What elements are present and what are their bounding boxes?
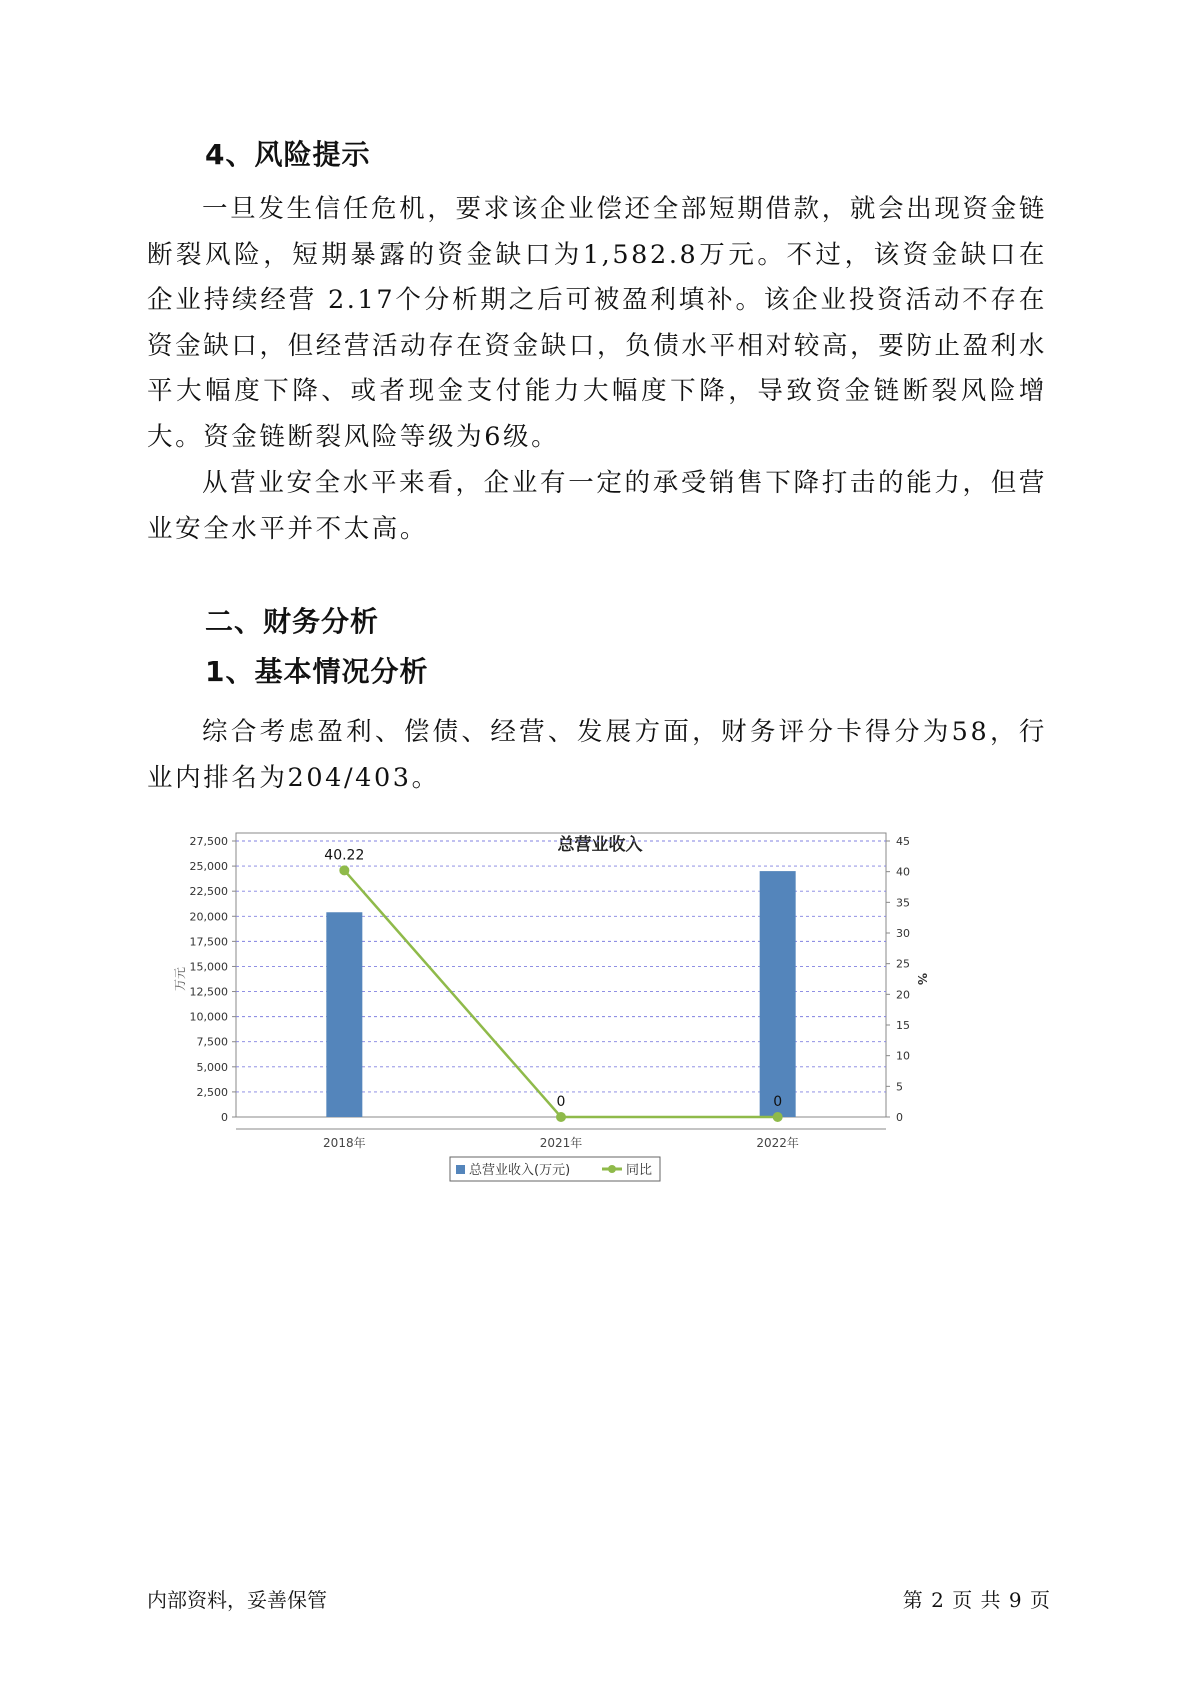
y2-tick-label: 5	[896, 1080, 903, 1094]
legend-label-yoy: 同比	[626, 1163, 653, 1178]
basic-heading: 1、基本情况分析	[205, 655, 429, 688]
y-axis-label: 万元	[173, 966, 187, 992]
y-tick-label: 27,500	[189, 835, 228, 848]
y-tick-label: 2,500	[196, 1085, 228, 1099]
legend-swatch-revenue	[456, 1165, 465, 1174]
y-tick-label: 0	[221, 1111, 228, 1124]
y2-tick-label: 10	[896, 1049, 910, 1063]
footer-note: 内部资料，妥善保管	[147, 1588, 327, 1612]
y-tick-label: 12,500	[189, 985, 228, 999]
yoy-line	[344, 870, 777, 1117]
y2-axis-label: %	[915, 972, 929, 986]
risk-paragraph-1: 一旦发生信任危机，要求该企业偿还全部短期借款，就会出现资金链断裂风险，短期暴露的资金缺口为1,582.8万元。不过，该资金缺口在企业持续经营 2.17个分析期之后可被盈利填补。该企业投资活动不存在资金缺口，但经营活动存在资金缺口，负债水平相对较高，要防止盈利水平大幅度下降、或者现金支付能力大幅度下降，导致资金链断裂风险增大。资金链断裂风险等级为6级。	[147, 194, 1047, 452]
basic-paragraph: 综合考虑盈利、偿债、经营、发展方面，财务评分卡得分为58，行业内排名为204/403。	[147, 717, 1047, 793]
revenue-bar	[760, 871, 796, 1117]
legend-label-revenue: 总营业收入(万元)	[469, 1163, 571, 1178]
page-number: 第 2 页 共 9 页	[902, 1588, 1051, 1612]
y2-tick-label: 40	[896, 865, 910, 879]
y-tick-label: 5,000	[196, 1060, 228, 1074]
y2-tick-label: 35	[896, 896, 910, 910]
y-tick-label: 15,000	[189, 960, 228, 974]
yoy-data-label: 0	[556, 1094, 566, 1110]
yoy-point	[556, 1112, 566, 1122]
finance-heading: 二、财务分析	[205, 605, 380, 638]
x-tick-label: 2021年	[539, 1136, 583, 1150]
risk-paragraph-2: 从营业安全水平来看，企业有一定的承受销售下降打击的能力，但营业安全水平并不太高。	[147, 468, 1047, 544]
x-tick-label: 2022年	[756, 1136, 799, 1150]
x-tick-label: 2018年	[323, 1136, 366, 1150]
y2-tick-label: 30	[896, 927, 910, 940]
y2-tick-label: 25	[896, 957, 910, 971]
y-tick-label: 10,000	[189, 1010, 228, 1024]
revenue-chart	[170, 825, 1040, 1285]
legend-marker-yoy	[608, 1165, 616, 1173]
revenue-bar	[326, 912, 362, 1117]
y-tick-label: 25,000	[189, 860, 228, 874]
y-tick-label: 22,500	[189, 885, 228, 899]
y-tick-label: 7,500	[196, 1035, 228, 1049]
y2-tick-label: 20	[896, 988, 910, 1002]
yoy-data-label: 40.22	[324, 847, 365, 864]
y-tick-label: 17,500	[189, 935, 228, 949]
yoy-data-label: 0	[773, 1094, 783, 1110]
y2-tick-label: 45	[896, 835, 910, 848]
risk-heading: 4、风险提示	[205, 138, 371, 171]
y2-tick-label: 15	[896, 1019, 910, 1032]
yoy-point	[773, 1112, 783, 1122]
y-tick-label: 20,000	[189, 910, 228, 924]
y2-tick-label: 0	[896, 1111, 903, 1124]
chart-title: 总营业收入	[557, 835, 643, 855]
yoy-point	[339, 865, 349, 875]
